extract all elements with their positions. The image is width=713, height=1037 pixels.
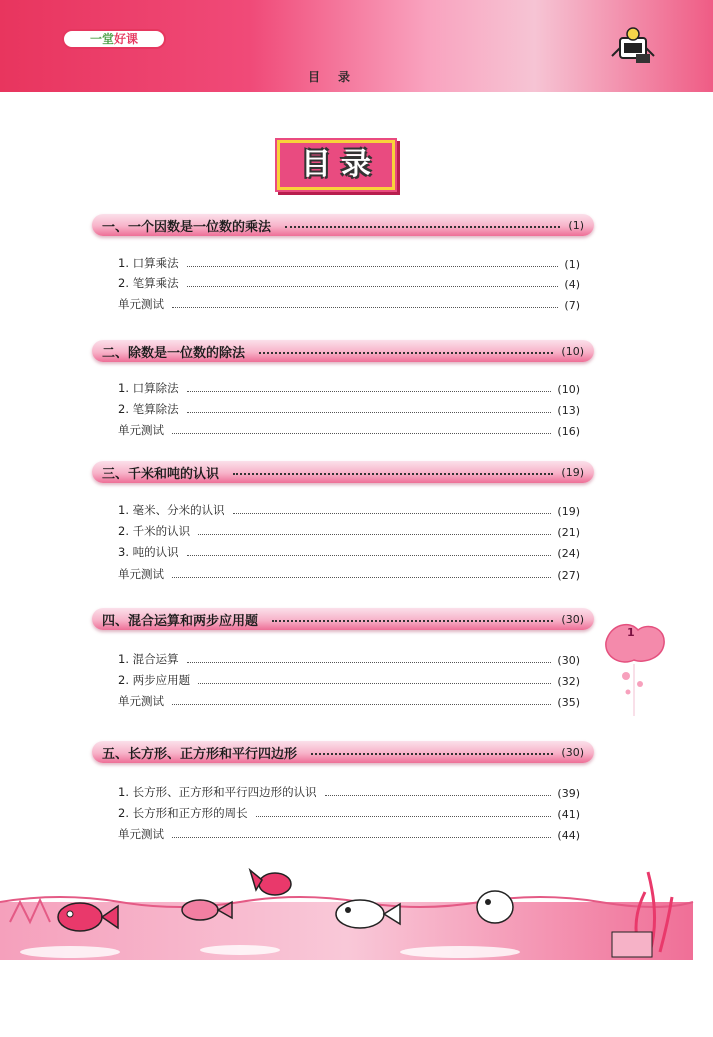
toc-item[interactable]	[118, 826, 580, 842]
toc-item-page: (7)	[564, 299, 580, 312]
cartoon-character-icon	[606, 26, 660, 66]
fish-icon	[477, 891, 513, 923]
toc-item[interactable]	[118, 651, 580, 667]
toc-item-label: 1. 混合运算	[118, 652, 179, 666]
leader-dots	[311, 753, 553, 755]
toc-item-page: (10)	[557, 383, 580, 396]
chapter-4-heading[interactable]	[92, 608, 594, 630]
leader-dots	[285, 226, 560, 228]
main-title-box	[277, 140, 395, 190]
header-band	[0, 0, 713, 92]
toc-item-label: 1. 毫米、分米的认识	[118, 503, 225, 517]
toc-item-page: (16)	[557, 425, 580, 438]
leader-dots	[233, 513, 552, 514]
chapter-1-heading[interactable]	[92, 214, 594, 236]
leader-dots	[172, 577, 551, 578]
main-title: 目录	[301, 147, 381, 182]
toc-item-page: (1)	[564, 258, 580, 271]
chapter-title: 一、一个因数是一位数的乘法	[102, 219, 272, 235]
toc-item[interactable]	[118, 672, 580, 688]
toc-item[interactable]	[118, 502, 580, 518]
toc-item[interactable]	[118, 784, 580, 800]
chapter-title: 五、长方形、正方形和平行四边形	[102, 746, 298, 762]
toc-item-label: 3. 吨的认识	[118, 545, 179, 559]
leader-dots	[325, 795, 552, 796]
toc-item-label: 单元测试	[118, 423, 164, 437]
toc-item-page: (19)	[557, 505, 580, 518]
leader-dots	[259, 352, 553, 354]
chapter-title: 四、混合运算和两步应用题	[102, 613, 259, 629]
flower-petal-icon	[600, 620, 670, 720]
leader-dots	[198, 534, 551, 535]
toc-item-label: 2. 长方形和正方形的周长	[118, 806, 248, 820]
toc-item-label: 1. 口算除法	[118, 381, 179, 395]
leader-dots	[172, 307, 558, 308]
toc-item[interactable]	[118, 566, 580, 582]
toc-item[interactable]	[118, 401, 580, 417]
toc-item[interactable]	[118, 523, 580, 539]
toc-item-page: (44)	[557, 829, 580, 842]
series-tag-part-a: 一堂	[89, 32, 114, 46]
toc-item-page: (32)	[557, 675, 580, 688]
toc-item-page: (24)	[557, 547, 580, 560]
fish-footer-illustration	[0, 862, 713, 972]
fish-icon	[250, 870, 291, 895]
series-tag-part-b: 好课	[114, 32, 139, 46]
toc-item-page: (39)	[557, 787, 580, 800]
toc-item[interactable]	[118, 805, 580, 821]
toc-item-label: 1. 长方形、正方形和平行四边形的认识	[118, 785, 317, 799]
chapter-page: (19)	[561, 465, 584, 479]
chapter-page: (30)	[561, 612, 584, 626]
toc-item-page: (13)	[557, 404, 580, 417]
leader-dots	[256, 816, 552, 817]
toc-item-page: (21)	[557, 526, 580, 539]
chapter-2-heading[interactable]	[92, 340, 594, 362]
toc-item[interactable]	[118, 693, 580, 709]
toc-item-label: 2. 千米的认识	[118, 524, 191, 538]
toc-item-page: (4)	[564, 278, 580, 291]
toc-item-label: 单元测试	[118, 297, 164, 311]
toc-item-label: 单元测试	[118, 827, 164, 841]
leader-dots	[187, 412, 552, 413]
leader-dots	[187, 555, 552, 556]
leader-dots	[187, 286, 559, 287]
toc-item[interactable]	[118, 275, 580, 291]
leader-dots	[187, 266, 559, 267]
leader-dots	[187, 662, 552, 663]
page-number: 1	[627, 626, 635, 639]
leader-dots	[172, 704, 551, 705]
toc-item-label: 2. 笔算除法	[118, 402, 179, 416]
toc-item-label: 1. 口算乘法	[118, 256, 179, 270]
leader-dots	[172, 433, 551, 434]
header-title: 目录	[308, 70, 369, 84]
leader-dots	[187, 391, 552, 392]
toc-item[interactable]	[118, 296, 580, 312]
toc-item-page: (35)	[557, 696, 580, 709]
chapter-page: (10)	[561, 344, 584, 358]
toc-item-page: (30)	[557, 654, 580, 667]
series-tag	[62, 29, 166, 49]
chapter-title: 三、千米和吨的认识	[102, 466, 220, 482]
leader-dots	[198, 683, 551, 684]
toc-item[interactable]	[118, 380, 580, 396]
chapter-5-heading[interactable]	[92, 741, 594, 763]
chapter-title: 二、除数是一位数的除法	[102, 345, 246, 361]
toc-item-label: 单元测试	[118, 694, 164, 708]
toc-item-label: 2. 两步应用题	[118, 673, 191, 687]
toc-item-label: 单元测试	[118, 567, 164, 581]
toc-item-label: 2. 笔算乘法	[118, 276, 179, 290]
toc-item[interactable]	[118, 544, 580, 560]
leader-dots	[272, 620, 553, 622]
chapter-page: (1)	[568, 218, 584, 232]
leader-dots	[172, 837, 551, 838]
toc-item[interactable]	[118, 422, 580, 438]
toc-item-page: (41)	[557, 808, 580, 821]
leader-dots	[233, 473, 553, 475]
chapter-3-heading[interactable]	[92, 461, 594, 483]
toc-item[interactable]	[118, 255, 580, 271]
toc-item-page: (27)	[557, 569, 580, 582]
chapter-page: (30)	[561, 745, 584, 759]
